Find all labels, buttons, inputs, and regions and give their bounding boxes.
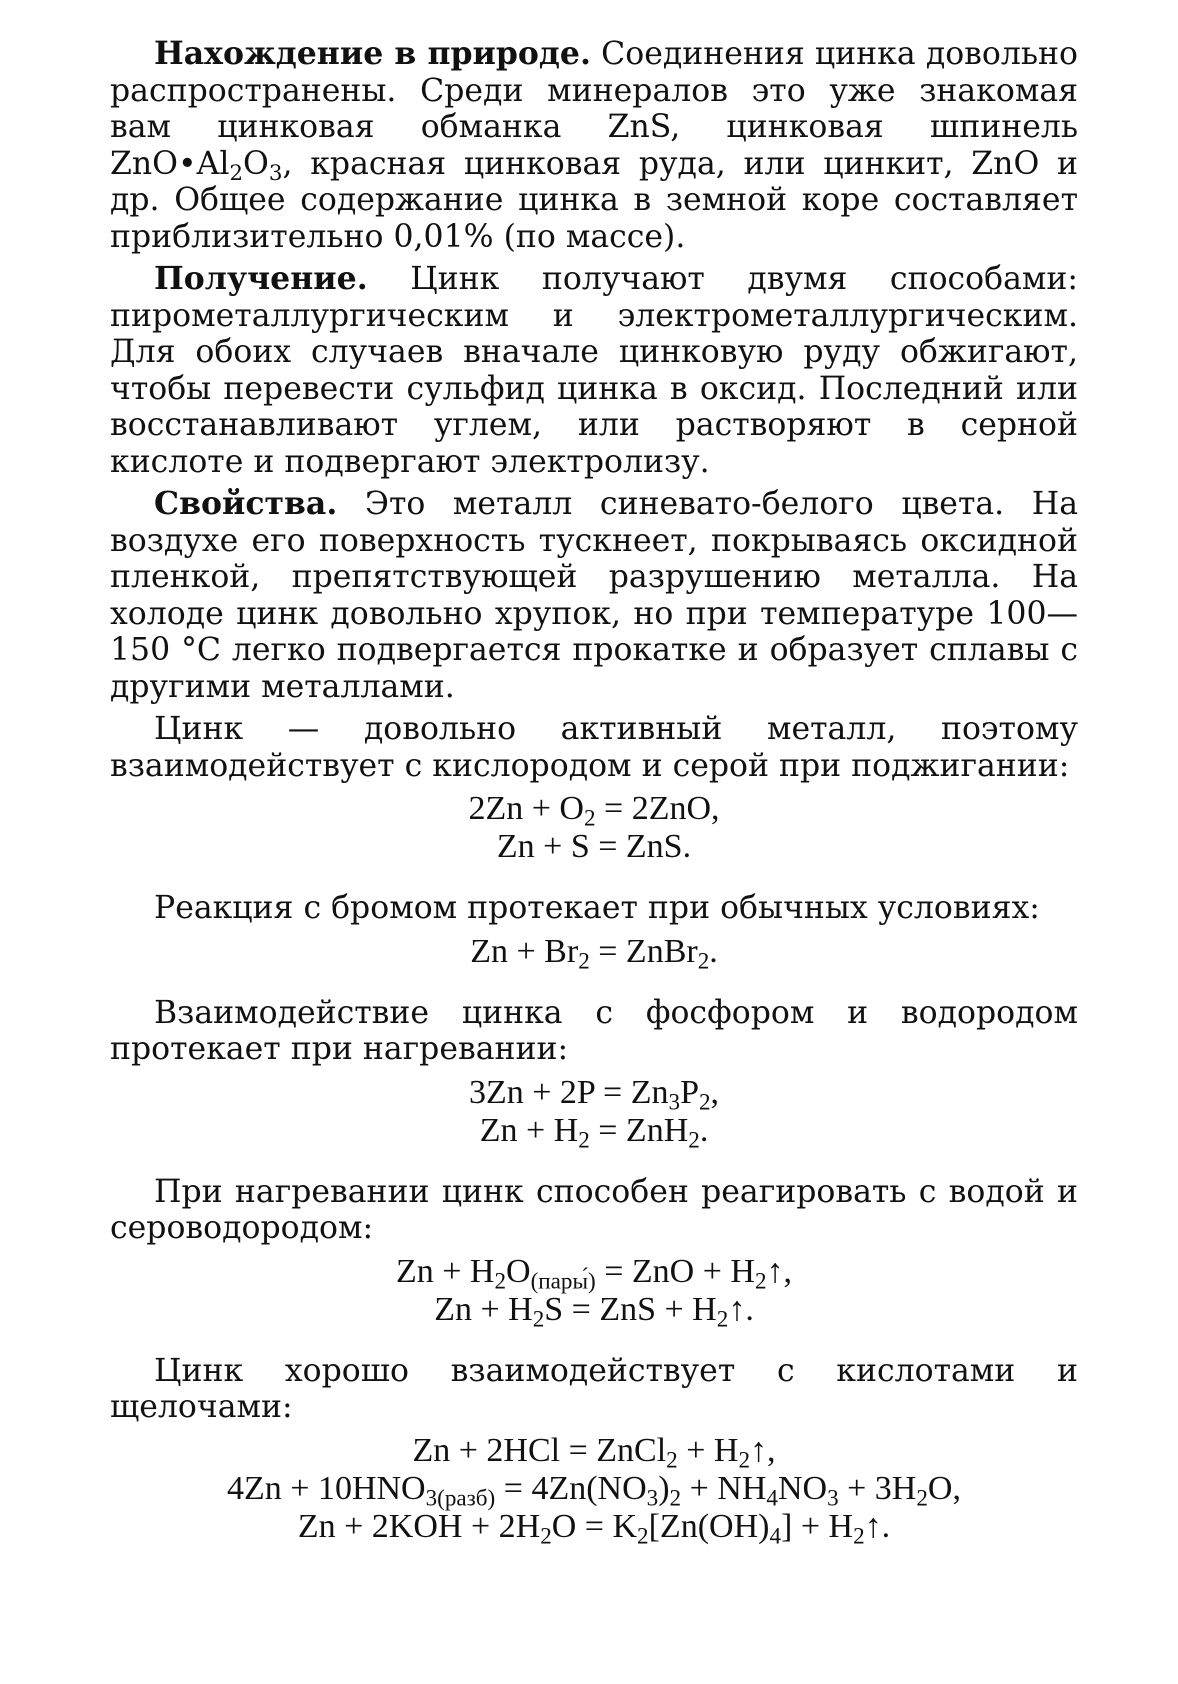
paragraph-acids-alkalis: Цинк хорошо взаимодействует с кислотами и щелочами: (110, 1352, 1078, 1425)
paragraph-phosphorus-hydrogen: Взаимодействие цинка с фосфором и водородом протекает при нагревании: (110, 994, 1078, 1067)
equation: $Zn + H_2S$ = ZnS + $H_2↑$. (434, 1290, 754, 1332)
heading-occurrence: Нахождение в природе. (154, 35, 591, 72)
equations-water-h2s (110, 1252, 1078, 1332)
paragraph-activity: Цинк — довольно активный металл, поэтому взаимодействует с кислородом и серой при поджигании: (110, 711, 1078, 784)
equation: $Zn + H_2O_{(пары́)}$ = ZnO + $H_2↑$, (395, 1252, 793, 1294)
equation: Zn + S = ZnS. (496, 828, 692, 865)
equations-acids-alkalis (110, 1431, 1078, 1549)
equations-phosphorus-hydrogen (110, 1073, 1078, 1153)
paragraph-properties: Свойства. Это металл синевато-белого цвета. На воздухе его поверхность тускнеет, покрываясь оксидной пленкой, препятствующей разрушению металла. На холоде цинк довольно хрупок, но при температуре 100—150 °С легко подвергается прокатке и образует сплавы с другими металлами. (110, 485, 1078, 705)
paragraph-water-h2s: При нагревании цинк способен реагировать с водой и сероводородом: (110, 1173, 1078, 1246)
equation: Zn + 2HCl = ZnCl$_2$ + $H_2↑$, (412, 1431, 776, 1473)
paragraph-production: Получение. Цинк получают двумя способами: пирометаллургическим и электрометаллургическим. Для обоих случаев вначале цинковую руду обжигают, чтобы перевести сульфид цинка в оксид. Последний или восстанавливают углем, или растворяют в серной кислоте и подвергают электролизу. (110, 260, 1078, 480)
heading-production: Получение. (154, 260, 368, 297)
equation: $2Zn + O_2 = 2ZnO$, (468, 790, 720, 832)
equation: $Zn + Br_2$ = ZnBr$_2$. (470, 932, 718, 974)
equations-oxygen-sulfur (110, 790, 1078, 866)
equations-bromine (110, 932, 1078, 974)
equation: $Zn + H_2 = ZnH_2$. (479, 1111, 709, 1153)
equation: $Zn + 2KOH + 2H_2O = K_2[Zn(OH)_4]$ + $H_2↑$. (297, 1507, 891, 1549)
heading-properties: Свойства. (154, 485, 338, 522)
paragraph-occurrence: Нахождение в природе. Соединения цинка довольно распространены. Среди минералов это уже знакомая вам цинковая обманка ZnS, цинковая шпинель $ZnO•Al_2O_3$, красная цинковая руда, или цинкит, ZnO и др. Общее содержание цинка в земной коре составляет приблизительно 0,01% (по массе). (110, 35, 1078, 255)
equation: $4Zn + 10HNO_{3(разб)} = 4Zn(NO_3)_2 + NH_4NO_3 + 3H_2O$, (227, 1469, 961, 1511)
equation: $3Zn + 2P = Zn_3P_2$, (468, 1073, 720, 1115)
paragraph-bromine: Реакция с бромом протекает при обычных условиях: (154, 890, 1040, 926)
